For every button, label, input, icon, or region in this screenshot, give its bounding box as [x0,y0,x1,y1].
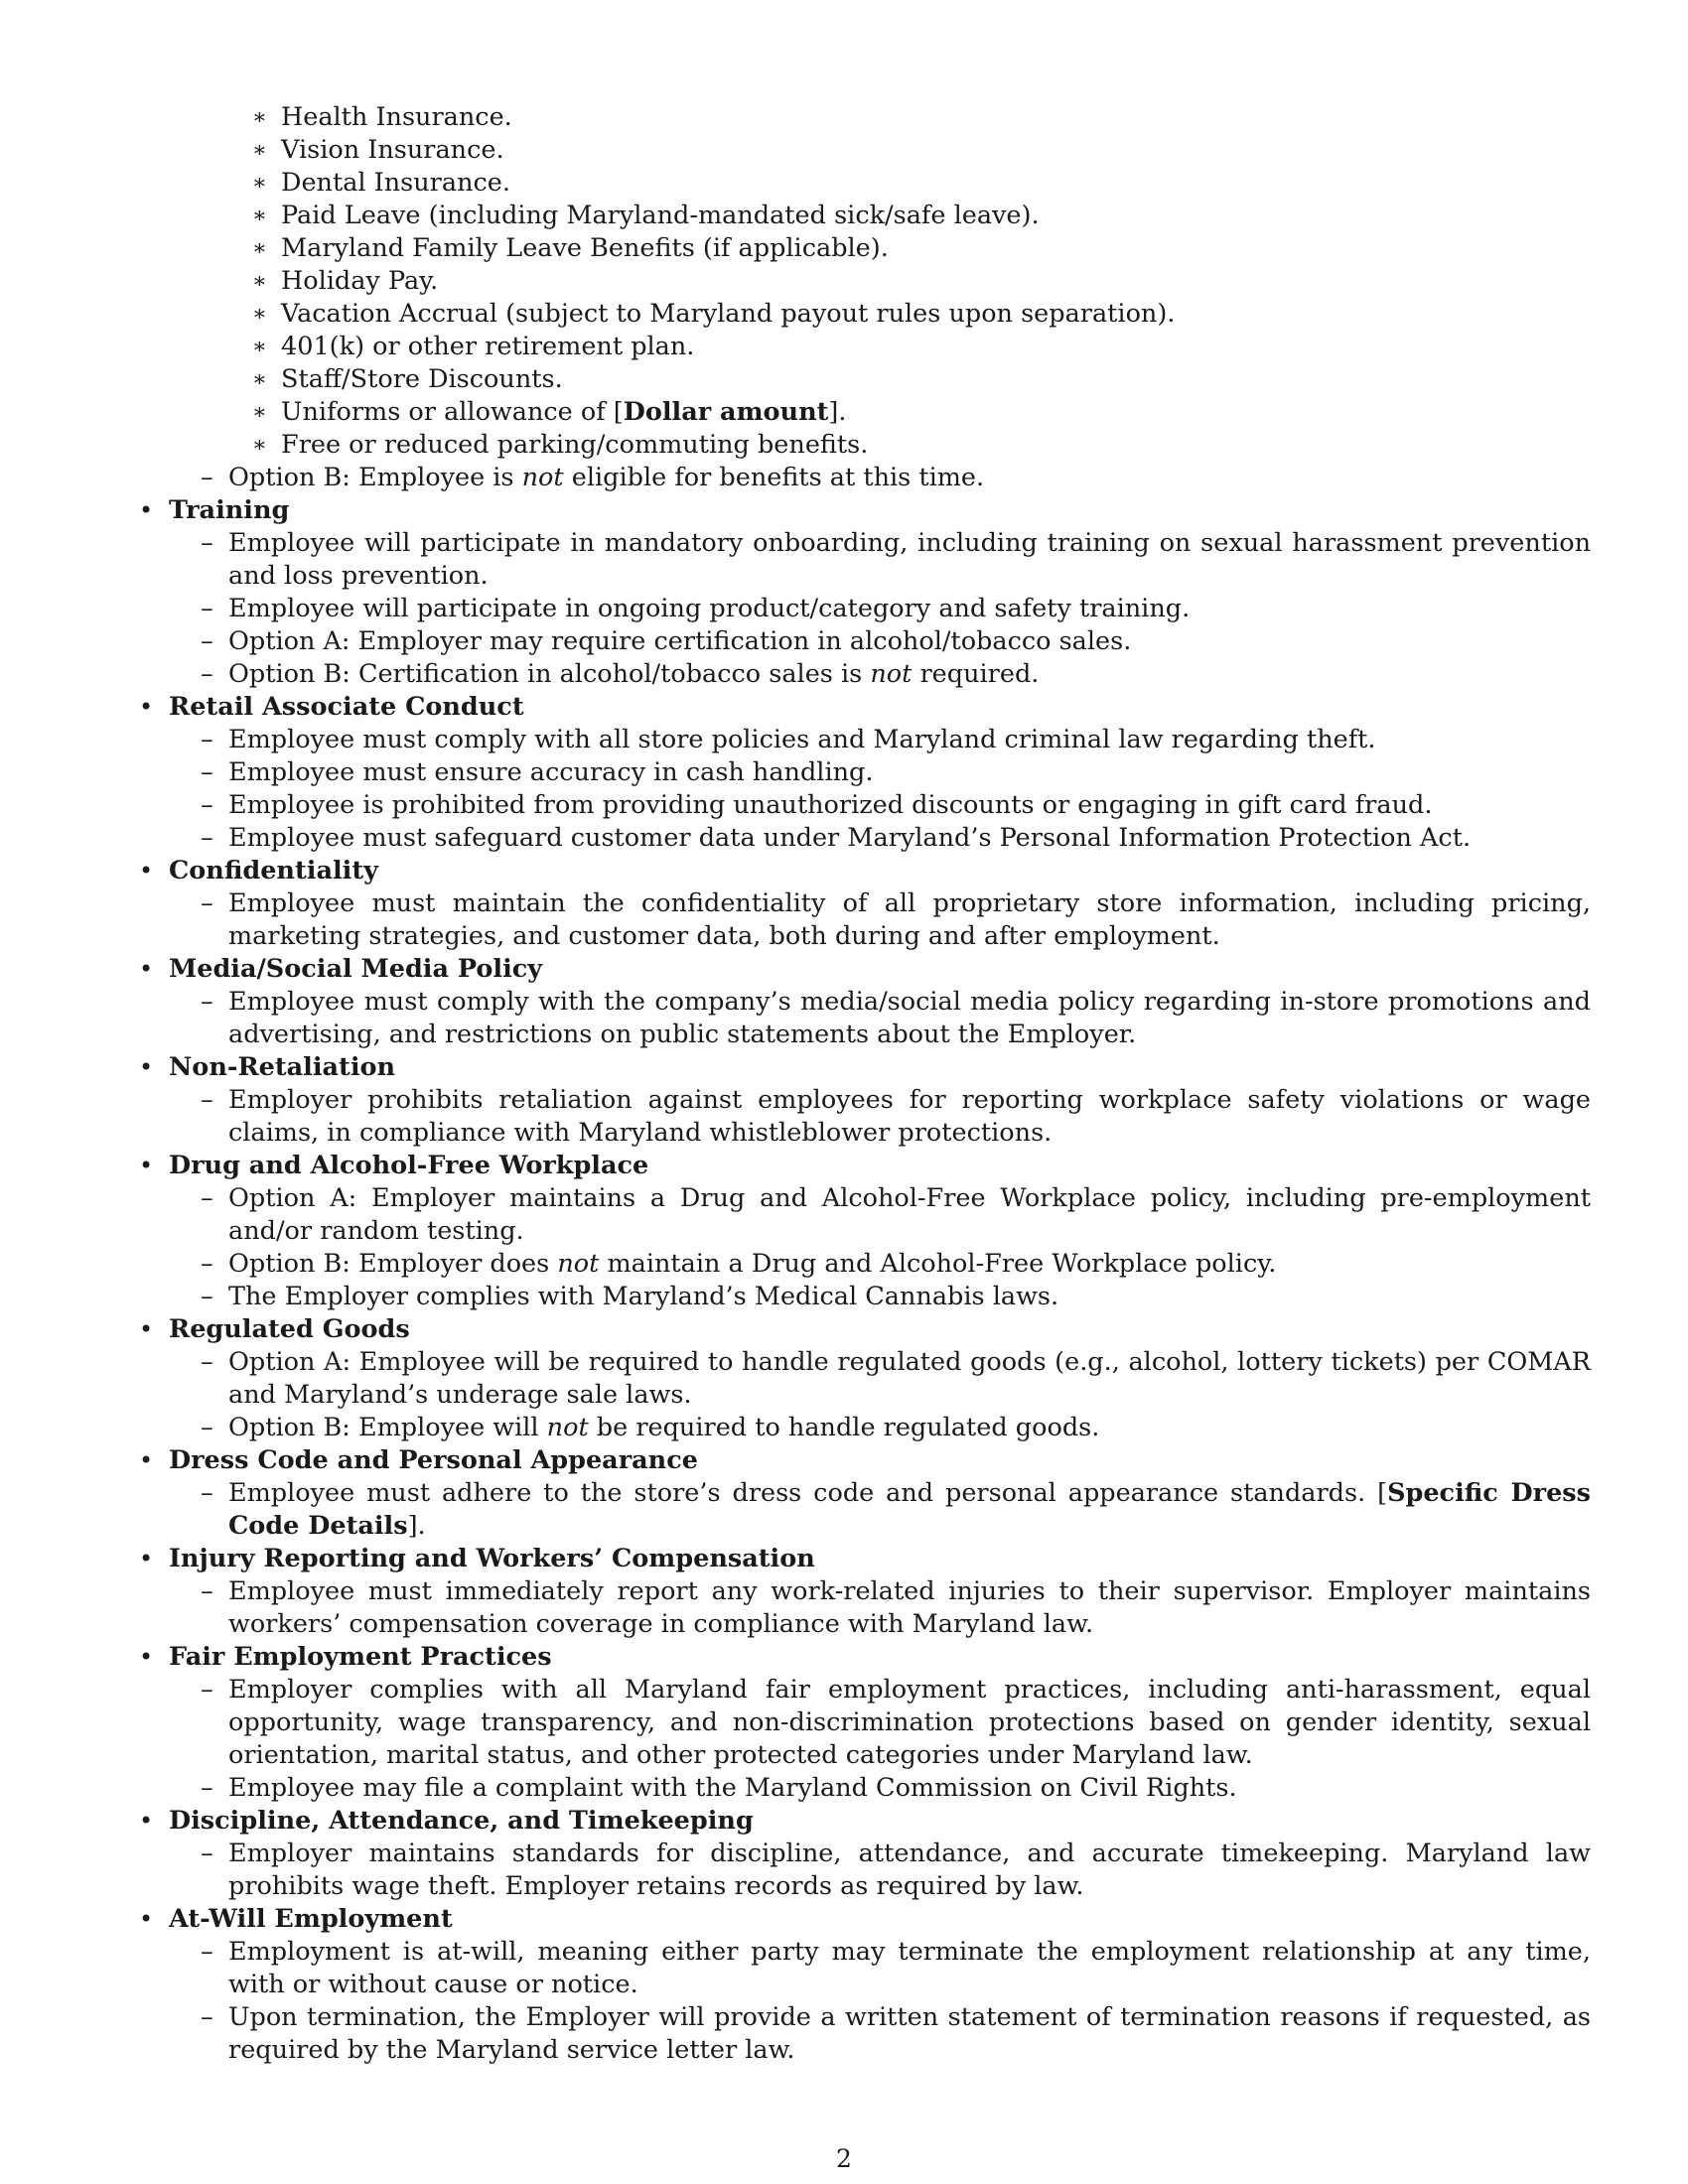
page-number: 2 [836,2144,852,2173]
section-heading: Discipline, Attendance, and Timekeeping [169,1806,754,1836]
benefit-item: ∗ Holiday Pay. [139,265,1591,298]
list-item [139,1477,1591,1543]
emphasis: not [557,1249,600,1279]
benefit-item: ∗ 401(k) or other retirement plan. [139,331,1591,363]
benefit-item: ∗ Dental Insurance. [139,167,1591,200]
emphasis: not [546,1413,589,1442]
section-training [139,494,1591,691]
page-content [139,101,1591,2067]
section-heading: Confidentiality [169,856,378,886]
section-at-will [139,1903,1591,2067]
benefit-item: ∗ Health Insurance. [139,101,1591,134]
list-item: – Employee will participate in mandatory onboarding, including training on sexual harassment prevention and loss prevention. [139,527,1591,593]
benefit-item: ∗ Paid Leave (including Maryland-mandated sick/safe leave). [139,200,1591,232]
list-item: – Employer complies with all Maryland fair employment practices, including anti-harassment, equal opportunity, wage transparency, and non-discrimination protections based on gender identity, sexual orientation, marital status, and other protected categories under Maryland law. [139,1674,1591,1772]
section-conduct [139,691,1591,855]
list-item: – The Employer complies with Maryland’s Medical Cannabis laws. [139,1281,1591,1313]
text: be required to handle regulated goods. [588,1413,1100,1442]
list-item: – Upon termination, the Employer will provide a written statement of termination reasons if requested, as required by the Maryland service letter law. [139,2001,1591,2067]
section-heading: At-Will Employment [169,1904,453,1934]
list-item: – Employee must maintain the confidentiality of all proprietary store information, including pricing, marketing strategies, and customer data, both during and after employment. [139,887,1591,953]
text: Option B: Certification in alcohol/tobacco sales is [228,659,871,689]
section-heading: Drug and Alcohol-Free Workplace [169,1151,649,1180]
list-item: – Employee must ensure accuracy in cash handling. [139,756,1591,789]
section-heading: Media/Social Media Policy [169,954,543,984]
list-item: – Employee will participate in ongoing product/category and safety training. [139,593,1591,625]
benefit-item: ∗ Staff/Store Discounts. [139,363,1591,396]
list-item [139,1412,1591,1444]
section-heading: Dress Code and Personal Appearance [169,1445,698,1475]
section-confidentiality [139,855,1591,953]
section-heading: Retail Associate Conduct [169,692,524,722]
sections-list [139,494,1591,2067]
text: maintain a Drug and Alcohol-Free Workplace policy. [599,1249,1277,1279]
section-heading: Injury Reporting and Workers’ Compensation [169,1544,815,1573]
section-drug-alcohol [139,1150,1591,1313]
benefit-item-uniforms [139,396,1591,429]
list-item [139,658,1591,691]
benefit-item: ∗ Vacation Accrual (subject to Maryland payout rules upon separation). [139,298,1591,331]
list-item: – Employee must immediately report any work-related injuries to their supervisor. Employer maintains workers’ compensation coverage in compliance with Maryland law. [139,1575,1591,1641]
text: Uniforms or allowance of [ [281,397,624,427]
benefit-item: ∗ Free or reduced parking/commuting benefits. [139,429,1591,462]
emphasis: not [870,659,913,689]
section-discipline [139,1805,1591,1903]
section-heading: Non-Retaliation [169,1052,396,1082]
list-item [139,1248,1591,1281]
section-heading: Regulated Goods [169,1314,410,1344]
section-injury [139,1543,1591,1641]
section-dress-code [139,1444,1591,1543]
list-item: – Employee must safeguard customer data under Maryland’s Personal Information Protection Act. [139,822,1591,855]
list-item: – Employment is at-will, meaning either party may terminate the employment relationship at any time, with or without cause or notice. [139,1936,1591,2001]
benefits-option-b [139,462,1591,494]
list-item: – Employee is prohibited from providing unauthorized discounts or engaging in gift card fraud. [139,789,1591,822]
list-item: – Employee must comply with all store policies and Maryland criminal law regarding theft. [139,724,1591,756]
emphasis: not [521,463,564,492]
benefits-list [139,101,1591,462]
benefit-item: ∗ Maryland Family Leave Benefits (if applicable). [139,232,1591,265]
section-non-retaliation [139,1051,1591,1150]
section-media [139,953,1591,1051]
text: Option B: Employee is [228,463,522,492]
list-item: – Employee may file a complaint with the Maryland Commission on Civil Rights. [139,1772,1591,1805]
list-item: – Employer prohibits retaliation against employees for reporting workplace safety violations or wage claims, in compliance with Maryland whistleblower protections. [139,1084,1591,1150]
list-item: – Employee must comply with the company’s media/social media policy regarding in-store promotions and advertising, and restrictions on public statements about the Employer. [139,986,1591,1051]
text: ]. [407,1511,426,1541]
text: eligible for benefits at this time. [563,463,985,492]
text: Employee must adhere to the store’s dress code and personal appearance standards. [ [228,1478,1388,1508]
section-heading: Fair Employment Practices [169,1642,552,1672]
section-regulated-goods [139,1313,1591,1444]
section-fair-employment [139,1641,1591,1805]
list-item: – Employer maintains standards for discipline, attendance, and accurate timekeeping. Maryland law prohibits wage theft. Employer retains records as required by law. [139,1838,1591,1903]
list-item: – Option A: Employer may require certification in alcohol/tobacco sales. [139,625,1591,658]
list-item: – Option A: Employee will be required to handle regulated goods (e.g., alcohol, lottery tickets) per COMAR and Maryland’s underage sale laws. [139,1346,1591,1412]
text: required. [912,659,1040,689]
section-heading: Training [169,495,290,525]
text: ]. [828,397,847,427]
benefits-options [139,462,1591,494]
benefit-item: ∗ Vision Insurance. [139,134,1591,167]
list-item: – Option A: Employer maintains a Drug and Alcohol-Free Workplace policy, including pre-employment and/or random testing. [139,1182,1591,1248]
text: Option B: Employee will [228,1413,547,1442]
text: Option B: Employer does [228,1249,558,1279]
placeholder-dress-code: Specific Dress Code Details [228,1478,1592,1541]
placeholder-dollar-amount: Dollar amount [623,397,829,427]
